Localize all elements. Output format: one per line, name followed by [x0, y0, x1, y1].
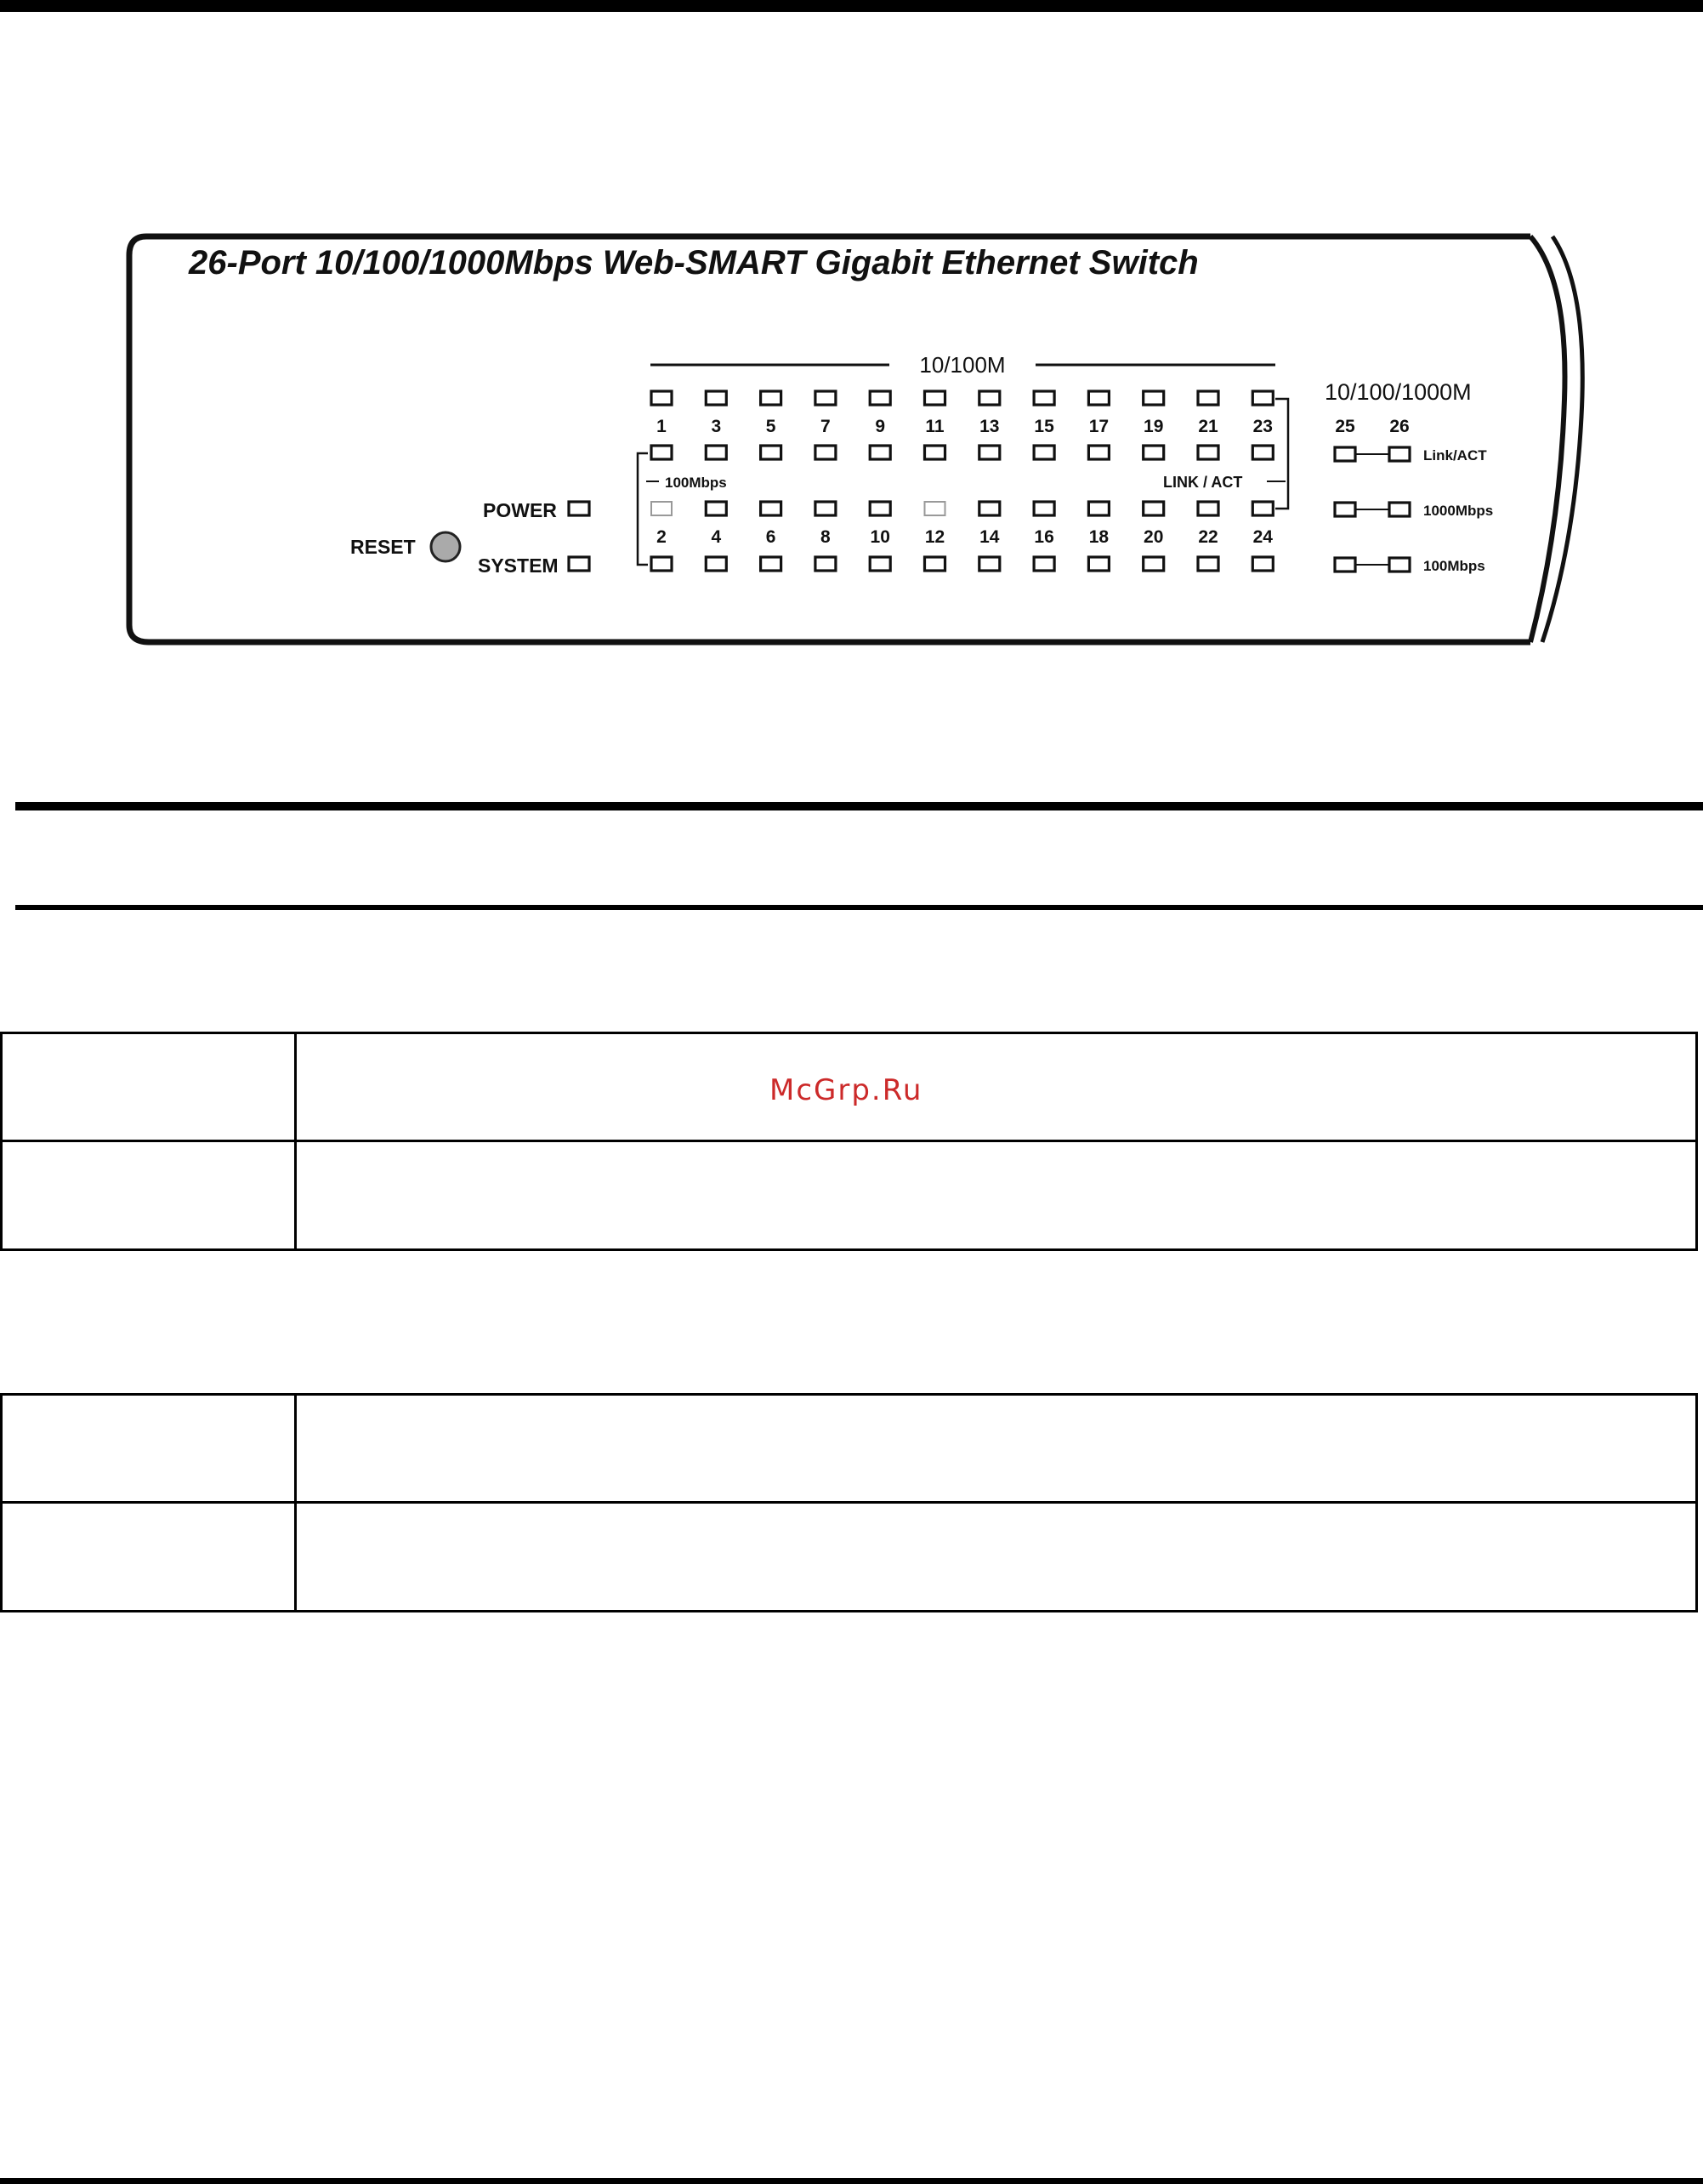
port-number-label: 11 [925, 417, 945, 436]
gig-port-number-label: 26 [1389, 417, 1410, 436]
port-1-led-top [651, 391, 672, 405]
gigabit-port-leds [1335, 417, 1493, 574]
port-18-led-bottom [1088, 557, 1109, 571]
port-12-led-bottom [925, 557, 945, 571]
power-led [569, 502, 589, 515]
table-row [2, 1503, 1697, 1612]
port-11-led-bottom [925, 446, 945, 459]
port-number-label: 8 [820, 527, 831, 547]
group-label-10-100m: 10/100M [919, 352, 1006, 378]
table-cell [2, 1141, 296, 1250]
port-8-led-bottom [815, 557, 836, 571]
port-22-led-top [1198, 502, 1218, 515]
port-number-label: 4 [711, 527, 722, 547]
port-2-led-bottom [651, 557, 672, 571]
table-cell [2, 1395, 296, 1503]
port-7-led-bottom [815, 446, 836, 459]
port-number-label: 22 [1198, 527, 1218, 547]
gig-port-number-label: 25 [1335, 417, 1355, 436]
gig-legend-label: 100Mbps [1423, 558, 1485, 574]
port-number-label: 14 [979, 527, 1000, 547]
port-21-led-top [1198, 391, 1218, 405]
gig-port-25-led [1335, 558, 1355, 572]
port-11-led-top [925, 391, 945, 405]
gig-legend-label: 1000Mbps [1423, 503, 1494, 519]
switch-front-panel [0, 0, 1703, 680]
port-number-label: 10 [870, 527, 890, 547]
panel-title: 26-Port 10/100/1000Mbps Web-SMART Gigabit Ethernet Switch [189, 244, 1199, 282]
port-10-led-top [870, 502, 890, 515]
port-19-led-bottom [1144, 446, 1164, 459]
port-23-led-bottom [1252, 446, 1273, 459]
port-16-led-top [1034, 502, 1054, 515]
port-3-led-top [706, 391, 726, 405]
reset-label: RESET [350, 536, 416, 558]
label-100mbps: 100Mbps [665, 475, 727, 491]
port-2-led-top [651, 502, 672, 515]
port-number-label: 1 [656, 417, 667, 436]
port-7-led-top [815, 391, 836, 405]
table-cell [296, 1033, 1697, 1141]
port-number-label: 23 [1252, 417, 1273, 436]
bottom-rule [0, 2178, 1703, 2184]
group-label-gigabit: 10/100/1000M [1325, 379, 1472, 405]
port-16-led-bottom [1034, 557, 1054, 571]
port-4-led-bottom [706, 557, 726, 571]
port-number-label: 21 [1198, 417, 1218, 436]
table-cell [296, 1141, 1697, 1250]
label-link-act: LINK / ACT [1163, 474, 1243, 491]
watermark[interactable]: McGrp.Ru [769, 1073, 923, 1107]
port-number-label: 2 [656, 527, 667, 547]
reset-button[interactable] [431, 532, 460, 561]
port-13-led-bottom [979, 446, 1000, 459]
port-number-label: 12 [924, 527, 945, 547]
port-12-led-top [925, 502, 945, 515]
port-6-led-bottom [761, 557, 781, 571]
port-4-led-top [706, 502, 726, 515]
port-20-led-top [1144, 502, 1164, 515]
port-20-led-bottom [1144, 557, 1164, 571]
table-cell [296, 1395, 1697, 1503]
port-3-led-bottom [706, 446, 726, 459]
port-number-label: 19 [1144, 417, 1164, 436]
port-number-label: 20 [1144, 527, 1164, 547]
system-led [569, 557, 589, 571]
system-label: SYSTEM [478, 555, 559, 577]
port-number-label: 3 [711, 417, 722, 436]
spec-table-1 [0, 1032, 1698, 1251]
port-8-led-top [815, 502, 836, 515]
port-15-led-top [1034, 391, 1054, 405]
port-15-led-bottom [1034, 446, 1054, 459]
port-24-led-top [1252, 502, 1273, 515]
gig-port-26-led [1389, 558, 1410, 572]
port-21-led-bottom [1198, 446, 1218, 459]
port-number-label: 6 [765, 527, 776, 547]
port-19-led-top [1144, 391, 1164, 405]
section-rule-bottom [15, 905, 1703, 910]
port-17-led-bottom [1088, 446, 1109, 459]
port-number-label: 9 [875, 417, 886, 436]
port-number-label: 24 [1252, 527, 1273, 547]
port-14-led-top [979, 502, 1000, 515]
port-number-label: 7 [820, 417, 831, 436]
port-5-led-bottom [761, 446, 781, 459]
port-22-led-bottom [1198, 557, 1218, 571]
port-14-led-bottom [979, 557, 1000, 571]
port-6-led-top [761, 502, 781, 515]
port-24-led-bottom [1252, 557, 1273, 571]
port-13-led-top [979, 391, 1000, 405]
power-label: POWER [483, 499, 557, 521]
table-cell [2, 1503, 296, 1612]
port-10-led-bottom [870, 557, 890, 571]
gig-port-25-led [1335, 447, 1355, 461]
port-17-led-top [1088, 391, 1109, 405]
gig-port-25-led [1335, 503, 1355, 516]
port-number-label: 13 [979, 417, 1000, 436]
port-number-label: 5 [765, 417, 776, 436]
table-row [2, 1141, 1697, 1250]
port-1-led-bottom [651, 446, 672, 459]
gig-port-26-led [1389, 503, 1410, 516]
gig-legend-label: Link/ACT [1423, 447, 1487, 464]
port-number-label: 18 [1088, 527, 1110, 547]
section-rule-top [15, 802, 1703, 810]
table-cell [296, 1503, 1697, 1612]
table-row [2, 1395, 1697, 1503]
gig-port-26-led [1389, 447, 1410, 461]
port-9-led-bottom [870, 446, 890, 459]
port-5-led-top [761, 391, 781, 405]
table-cell [2, 1033, 296, 1141]
port-number-label: 17 [1088, 417, 1110, 436]
spec-table-2 [0, 1393, 1698, 1612]
port-number-label: 15 [1034, 417, 1054, 436]
port-9-led-top [870, 391, 890, 405]
port-18-led-top [1088, 502, 1109, 515]
port-23-led-top [1252, 391, 1273, 405]
panel-outline [129, 236, 1530, 642]
port-number-label: 16 [1034, 527, 1054, 547]
